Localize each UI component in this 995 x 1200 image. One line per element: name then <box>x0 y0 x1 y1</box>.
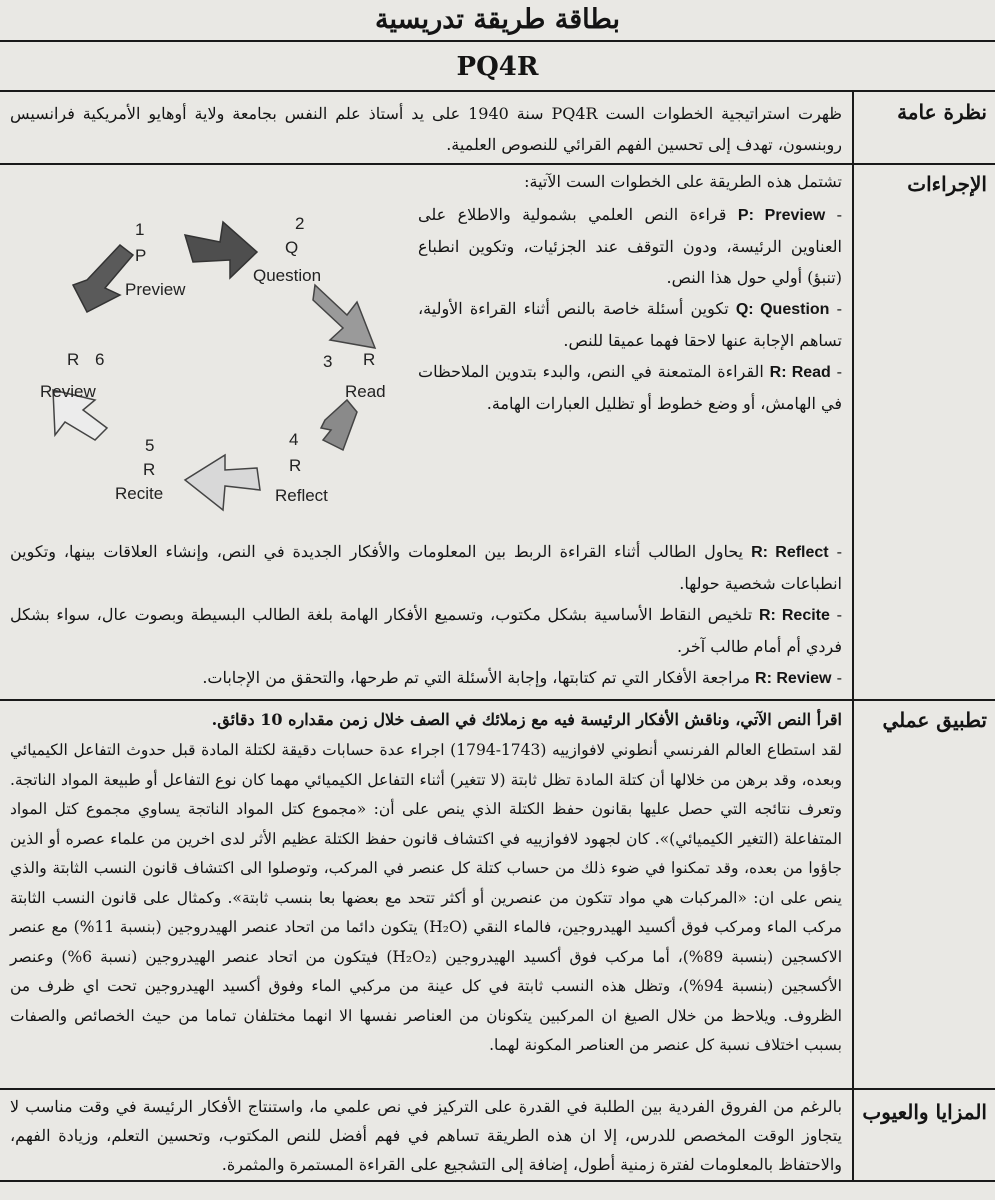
cycle-num-4: 4 <box>289 430 299 449</box>
overview-divider <box>0 163 995 165</box>
pros-cons-text: بالرغم من الفروق الفردية بين الطلبة في القدرة على التركيز في نص علمي ما، واستنتاج الأفكار الرئيسة في وقت مناسب لا يتجاوز الوقت المخصص للدرس، إلا ان هذه الطريقة تساهم في فهم أفضل للنص المكتوب، وتحسين التعلم، وزيادة الفهم، والاحتفاظ بالمعلومات لفترة زمنية أطول، إضافة إلى التشجيع على القراءة المستمرة والمثمرة. <box>10 1097 842 1174</box>
step-text: تكوين أسئلة خاصة بالنص أثناء القراءة الأولية، تساهم الإجابة عنها لاحقا فهما عميقا للنص. <box>418 299 842 350</box>
cycle-letter-5: R <box>143 460 156 479</box>
step-text: القراءة المتمعنة في النص، والبدء بتدوين الملاحظات في الهامش، أو وضع خطوط أو تظليل العبارات الهامة. <box>418 362 842 413</box>
overview-text: ظهرت استراتيجية الخطوات الست PQ4R سنة 1940 على يد أستاذ علم النفس بجامعة ولاية أوهايو الأمريكية فرانسيس روبنسون، تهدف إلى تحسين الفهم القرائي للنصوص العلمية. <box>10 104 842 154</box>
step-text: قراءة النص العلمي بشمولية والاطلاع على العناوين الرئيسة، ودون التوقف عند الجزئيات، وتكوين انطباع (تنبؤ) أولي حول هذا النص. <box>418 205 843 287</box>
arrow-3-icon <box>313 285 375 348</box>
cycle-num-3: 3 <box>323 352 333 371</box>
step-reflect: - R: Reflect يحاول الطالب أثناء القراءة الربط بين المعلومات والأفكار الجديدة في النص، وإنشاء العلاقات بينها، وتكوين انطباعات شخصية حولها. <box>10 542 843 593</box>
overview-label: نظرة عامة <box>897 100 987 124</box>
cycle-letter-4: R <box>289 456 302 475</box>
cycle-letter-1: P <box>135 246 147 265</box>
procedures-intro: تشتمل هذه الطريقة على الخطوات الست الآتية: <box>524 172 842 191</box>
cycle-word-3: Read <box>345 382 386 401</box>
card-title: بطاقة طريقة تدريسية <box>374 4 621 35</box>
cycle-num-6: 6 <box>95 350 105 369</box>
arrow-1-icon <box>73 245 133 312</box>
step-read: - R: Read القراءة المتمعنة في النص، والبدء بتدوين الملاحظات في الهامش، أو وضع خطوط أو تظليل العبارات الهامة. <box>418 362 843 413</box>
cycle-word-4: Reflect <box>275 486 328 505</box>
cycle-letter-2: Q <box>285 238 299 257</box>
procedures-label: الإجراءات <box>907 172 987 196</box>
practice-divider <box>0 1088 995 1090</box>
procedures-divider <box>0 699 995 701</box>
step-text: مراجعة الأفكار التي تم كتابتها، وإجابة الأسئلة التي تم طرحها، والتحقق من الإجابات. <box>202 668 750 687</box>
arrow-2-icon <box>185 222 257 278</box>
practice-task: اقرأ النص الآتي، وناقش الأفكار الرئيسة فيه مع زملائك في الصف خلال زمن مقداره 10 دقائق. <box>211 710 842 729</box>
cycle-num-1: 1 <box>135 220 145 239</box>
step-review: - R: Review مراجعة الأفكار التي تم كتابتها، وإجابة الأسئلة التي تم طرحها، والتحقق من الإجابات. <box>202 668 842 687</box>
step-text: يحاول الطالب أثناء القراءة الربط بين المعلومات والأفكار الجديدة في النص، وإنشاء العلاقات بينها، وتكوين انطباعات شخصية حولها. <box>10 542 842 593</box>
step-name: P: Preview <box>737 207 826 224</box>
procedures-steps-top <box>418 199 842 419</box>
step-name: R: Recite <box>758 607 830 624</box>
pros-cons-label: المزايا والعيوب <box>862 1100 987 1124</box>
cycle-word-1: Preview <box>125 280 186 299</box>
step-question: - Q: Question تكوين أسئلة خاصة بالنص أثناء القراءة الأولية، تساهم الإجابة عنها لاحقا فهما عميقا للنص. <box>418 299 842 350</box>
step-name: Q: Question <box>735 301 830 318</box>
label-column-divider <box>852 90 854 1180</box>
step-text: تلخيص النقاط الأساسية بشكل مكتوب، وتسميع الأفكار الهامة بلغة الطالب البسيطة وبصوت عال، سواء بشكل فردي أم أمام طالب آخر. <box>10 605 842 656</box>
step-recite: - R: Recite تلخيص النقاط الأساسية بشكل مكتوب، وتسميع الأفكار الهامة بلغة الطالب البسيطة وبصوت عال، سواء بشكل فردي أم أمام طالب آخر. <box>10 605 842 656</box>
step-name: R: Review <box>755 670 832 687</box>
cycle-letter-6: R <box>67 350 80 369</box>
cycle-num-2: 2 <box>295 214 305 233</box>
arrow-4-icon <box>321 400 357 450</box>
step-name: R: Read <box>769 364 831 381</box>
cycle-num-5: 5 <box>145 436 155 455</box>
procedures-steps-bottom <box>10 536 842 694</box>
header-divider <box>0 90 995 92</box>
step-preview: - P: Preview قراءة النص العلمي بشمولية والاطلاع على العناوين الرئيسة، ودون التوقف عند الجزئيات، وتكوين انطباع (تنبؤ) أولي حول هذا النص. <box>418 205 843 287</box>
arrow-5-icon <box>185 455 260 510</box>
practice-passage: لقد استطاع العالم الفرنسي أنطوني لافوازييه (1743-1794) اجراء عدة حسابات دقيقة لكتلة المادة قبل حدوث التفاعل الكيميائي وبعده، وقد برهن من خلالها أن كتلة المادة تظل ثابتة (لا تتغير) أثناء التفاعل الكيميائي مهما كان نوع التفاعل أو طبيعة المواد الناتجة. وتعرف نتائجه التي حصل عليها بقانون حفظ الكتلة الذي ينص على أن: «مجموع كتل المواد الناتجة يساوي مجموع كتل المواد المتفاعلة (التغير الكيميائي)». كان لجهود لافوازييه في اكتشاف قانون حفظ الكتلة عظيم الأثر لدى اخرين من علماء عصره أو الذين جاؤوا من بعده، وقد تمكنوا في ضوء ذلك من حساب كتلة كل عنصر في المركب، وتوصلوا الى اكتشاف قانون النسب الثابتة والذي ينص على ان: «المركبات هي مواد تتكون من عنصرين أو أكثر تتحد مع بعضها بعا بنسب ثابتة». وكمثال على قانون النسب الثابتة مركب الماء ومركب فوق أكسيد الهيدروجين، فالماء النقي (H₂O) يتكون دائما من اتحاد عنصر الهيدروجين (بنسبة 11%) مع عنصر الاكسجين (بنسبة 89%)، أما مركب فوق أكسيد الهيدروجين (H₂O₂) فيتكون من اتحاد عنصر الهيدروجين (نسبة 6%) وعنصر الأكسجين (بنسبة 94%)، وتظل هذه النسب ثابتة في كل عينة من مركبي الماء وفوق أكسيد الهيدروجين تحت اي ظرف من الظروف. ويلاحظ من خلال الصيغ ان المركبين يتكونان من العناصر نفسها الا انهما مختلفان تماما من حيث الخصائص والصفات بسبب اختلاف نسبة كل عنصر من العناصر المكونة لهما. <box>10 741 842 1054</box>
cycle-word-2: Question <box>253 266 322 285</box>
bottom-border <box>0 1180 995 1182</box>
cycle-word-5: Recite <box>115 484 164 503</box>
pq4r-cycle-diagram <box>25 200 405 530</box>
method-name: PQ4R <box>456 52 539 82</box>
step-name: R: Reflect <box>751 544 829 561</box>
cycle-word-6: Review <box>40 382 96 401</box>
cycle-letter-3: R <box>363 350 376 369</box>
cycle-arrows <box>25 200 405 530</box>
practice-label: تطبيق عملي <box>882 708 987 732</box>
title-divider <box>0 40 995 42</box>
